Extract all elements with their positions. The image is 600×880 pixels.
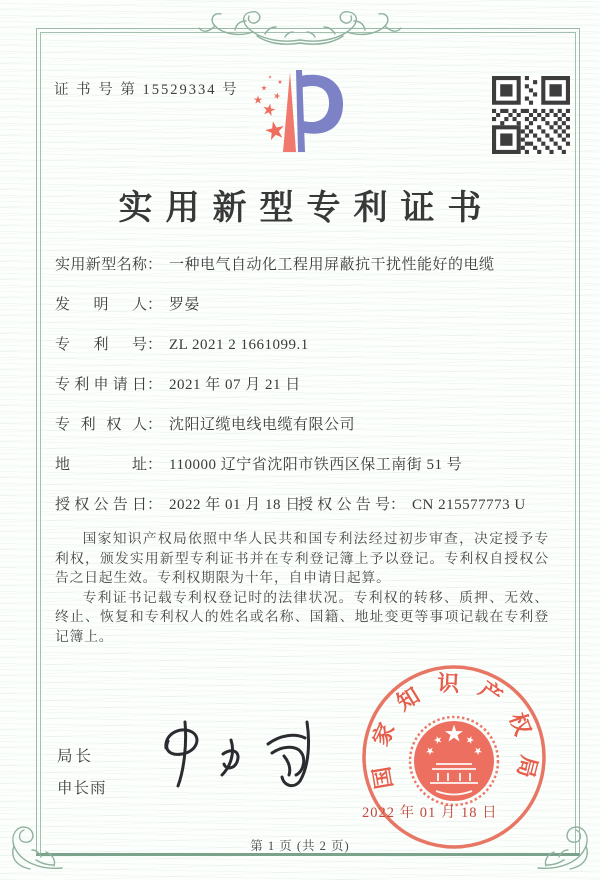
top-flourish-icon xyxy=(195,6,405,52)
seal-date: 2022 年 01 月 18 日 xyxy=(362,805,498,821)
field-value: ZL 2021 2 1661099.1 xyxy=(169,337,309,353)
director-name: 申长雨 xyxy=(57,780,107,797)
field-row-grant-number xyxy=(298,493,526,514)
field-row-name xyxy=(55,253,495,274)
field-row-address xyxy=(55,453,462,474)
field-label: 授权公告日 xyxy=(55,497,147,513)
field-value: 2022 年 01 月 18 日 xyxy=(169,497,301,513)
field-label: 专利申请日 xyxy=(55,377,147,393)
field-value: 沈阳辽缆电线电缆有限公司 xyxy=(169,417,356,433)
legal-paragraph-2: 专利证书记载专利权登记时的法律状况。专利权的转移、质押、无效、终止、恢复和专利权人的姓名或名称、国籍、地址变更等事项记载在专利登记簿上。 xyxy=(55,589,549,644)
official-seal-icon xyxy=(357,660,551,854)
field-row-filing-date xyxy=(55,373,301,394)
field-colon: ： xyxy=(147,337,163,353)
field-colon: ： xyxy=(147,257,163,273)
field-value: 一种电气自动化工程用屏蔽抗干扰性能好的电缆 xyxy=(169,257,495,273)
field-colon: ： xyxy=(147,457,163,473)
field-colon: ： xyxy=(147,497,163,513)
field-label: 专利权人 xyxy=(55,417,147,433)
seal-text: 国家知识产权局 xyxy=(365,670,543,797)
certificate-title: 实用新型专利证书 xyxy=(118,190,495,227)
cnipa-logo-icon xyxy=(236,68,368,178)
field-colon: ： xyxy=(147,297,163,313)
field-row-patent-number xyxy=(55,333,309,354)
field-label: 地址 xyxy=(55,457,147,473)
director-title: 局长 xyxy=(57,748,95,765)
field-row-grant xyxy=(55,493,526,514)
field-row-inventor xyxy=(55,293,200,314)
legal-text xyxy=(55,529,549,647)
certificate-number: 证 书 号 第 15529334 号 xyxy=(54,82,239,98)
handwritten-signature-icon xyxy=(138,716,353,804)
field-value: 110000 辽宁省沈阳市铁西区保工南街 51 号 xyxy=(169,457,463,473)
field-label: 发明人 xyxy=(55,297,147,313)
page-footer: 第 1 页 (共 2 页) xyxy=(250,839,350,853)
field-colon: ： xyxy=(147,417,163,433)
field-value: 罗晏 xyxy=(169,297,201,313)
field-value: 2021 年 07 月 21 日 xyxy=(169,377,301,393)
field-label: 授权公告号 xyxy=(298,497,390,513)
field-label: 实用新型名称 xyxy=(55,257,147,273)
field-label: 专利号 xyxy=(55,337,147,353)
field-value: CN 215577773 U xyxy=(412,497,526,513)
field-row-patentee xyxy=(55,413,355,434)
qr-code xyxy=(492,76,570,154)
field-colon: ： xyxy=(390,497,406,513)
field-colon: ： xyxy=(147,377,163,393)
legal-paragraph-1: 国家知识产权局依照中华人民共和国专利法经过初步审查，决定授予专利权，颁发实用新型专利证书并在专利登记簿上予以登记。专利权自授权公告之日起生效。专利权期限为十年，自申请日起算。 xyxy=(55,531,549,586)
